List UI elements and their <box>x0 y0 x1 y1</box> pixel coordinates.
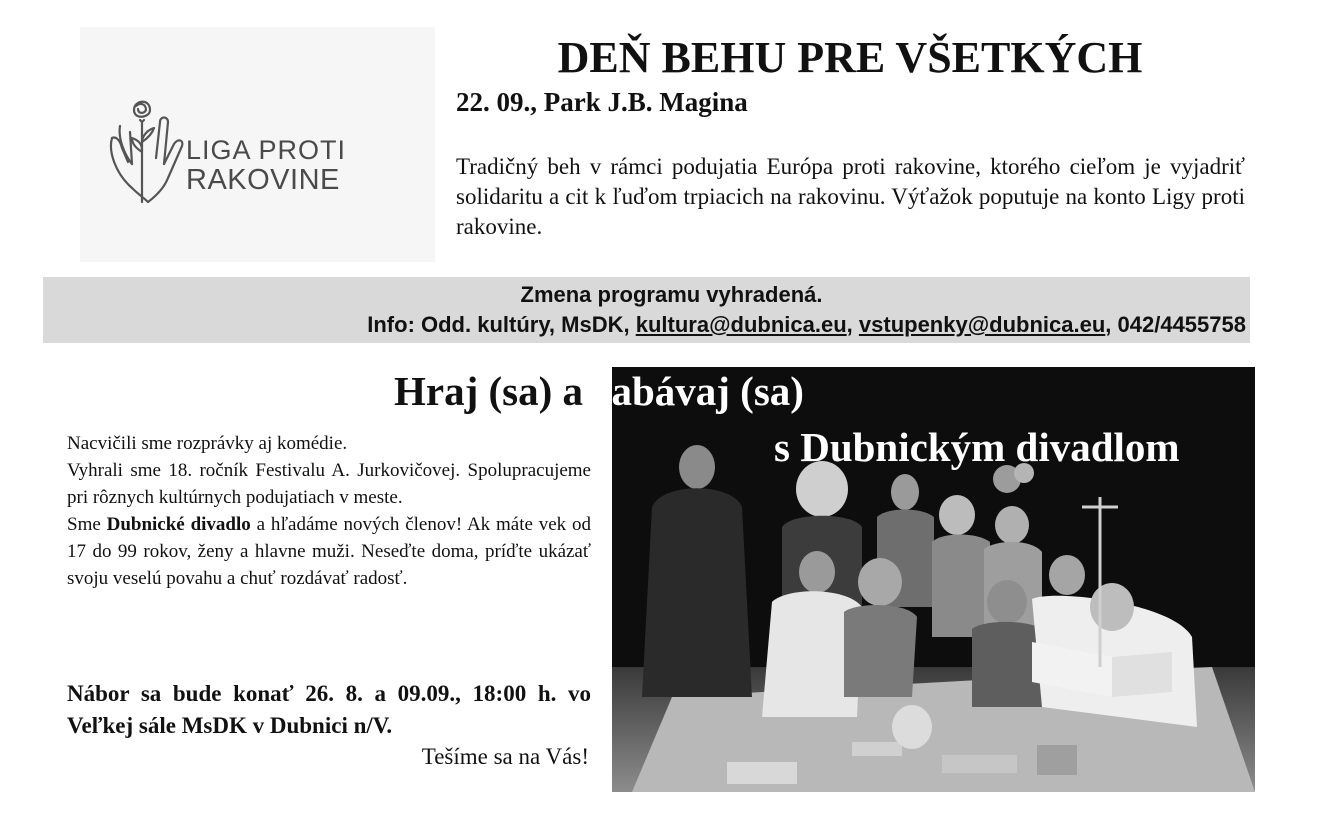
event-description: Tradičný beh v rámci podujatia Európa proti rakovine, ktorého cieľom je vyjadriť solidaritu a cit k ľuďom trpiacich na rakovinu. Výťažok poputuje na konto Ligy proti rakovine. <box>456 154 1245 239</box>
info-band <box>43 277 1250 343</box>
closing-line: Tešíme sa na Vás! <box>421 744 589 769</box>
logo-text-line2: RAKOVINE <box>186 164 340 196</box>
theatre-title-part2: zabávaj (sa) <box>593 368 804 414</box>
theatre-paragraph-3 <box>67 511 591 592</box>
recruitment-info: Nábor sa bude konať 26. 8. a 09.09., 18:00 h. vo Veľkej sále MsDK v Dubnici n/V. <box>67 681 591 738</box>
logo-text-line1: LIGA PROTI <box>186 135 347 165</box>
event-title: DEŇ BEHU PRE VŠETKÝCH <box>557 33 1143 82</box>
theatre-title <box>394 366 804 416</box>
theatre-subtitle: s Dubnickým divadlom <box>774 424 1180 470</box>
contact-line <box>367 312 1246 338</box>
liga-proti-rakovine-logo <box>80 27 435 262</box>
paragraph3-prefix: Sme <box>67 514 107 535</box>
email-vstupenky-link[interactable]: vstupenky@dubnica.eu <box>858 312 1106 337</box>
hand-rose-icon <box>102 92 187 204</box>
theatre-title-part1: Hraj (sa) a <box>394 368 594 414</box>
theatre-description <box>67 430 591 592</box>
program-change-notice: Zmena programu vyhradená. <box>520 282 823 307</box>
theatre-paragraph-2: Vyhrali sme 18. ročník Festivalu A. Jurkovičovej. Spolupracujeme pri rôznych kultúrnych podujatiach v meste. <box>67 460 591 508</box>
email-kultura-link[interactable]: kultura@dubnica.eu <box>635 312 847 337</box>
event-date-place: 22. 09., Park J.B. Magina <box>456 87 748 117</box>
paragraph3-suffix: a hľadáme nových členov! Ak máte vek od 17 do 99 rokov, ženy a hlavne muži. Neseďte doma, príďte ukázať svoju veselú povahu a chuť rozdávať radosť. <box>67 514 592 589</box>
contact-prefix: Info: Odd. kultúry, MsDK, <box>367 312 636 337</box>
contact-phone: , 042/4455758 <box>1105 312 1246 337</box>
theatre-name: Dubnické divadlo <box>106 514 251 535</box>
contact-separator: , <box>846 312 859 337</box>
theatre-paragraph-1: Nacvičili sme rozprávky aj komédie. <box>67 433 348 454</box>
